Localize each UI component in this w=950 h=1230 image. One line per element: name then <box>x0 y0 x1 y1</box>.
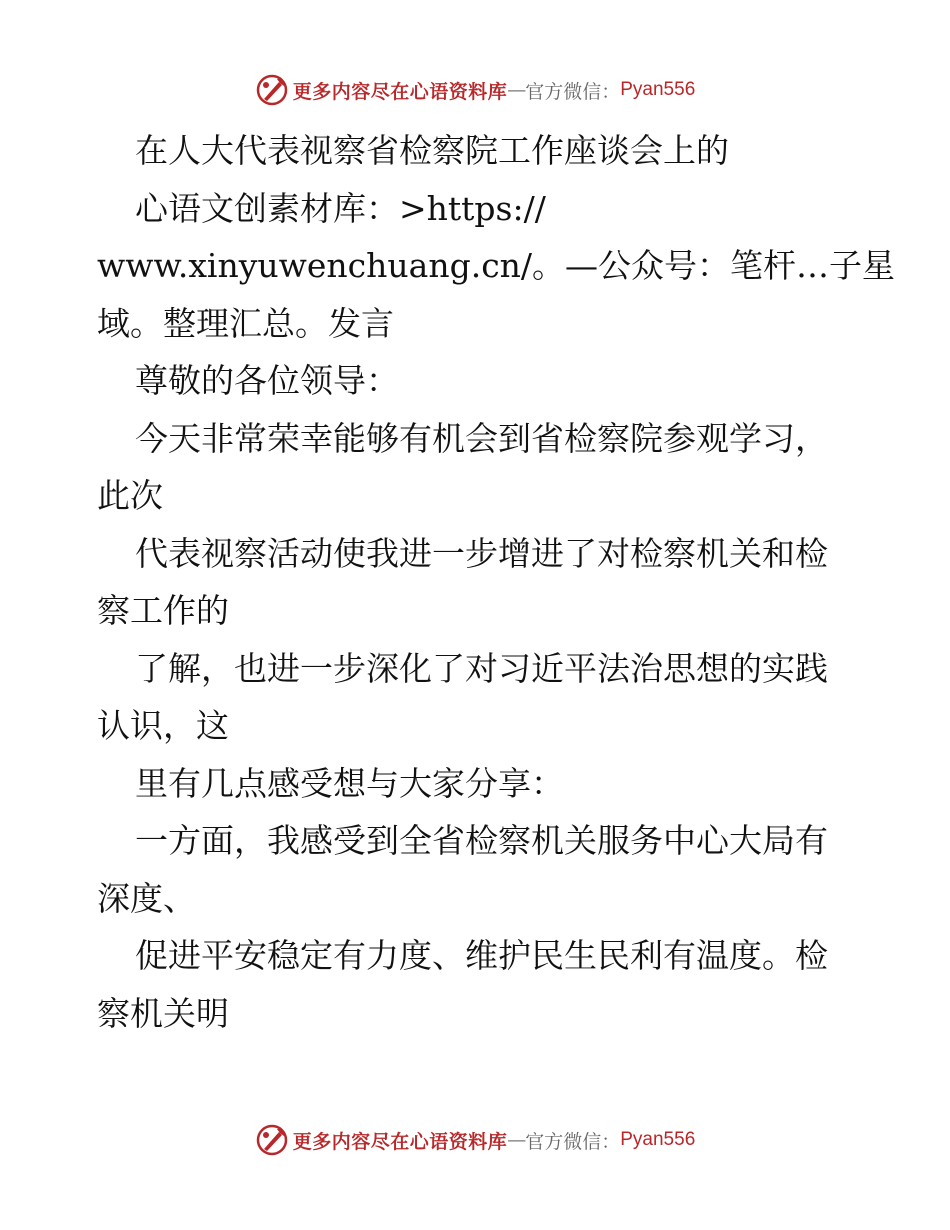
text-line: 在人大代表视察省检察院工作座谈会上的 <box>135 131 729 170</box>
quill-logo-icon <box>255 1123 289 1157</box>
text-line: 一方面，我感受到全省检察机关服务中心大局有 <box>135 821 828 860</box>
watermark-label: 官方微信： <box>525 80 621 103</box>
text-line: 深度、 <box>97 878 196 918</box>
header-watermark <box>0 70 950 110</box>
footer-watermark <box>0 1120 950 1160</box>
text-line: 尊敬的各位领导： <box>135 361 399 400</box>
text-line: 促进平安稳定有力度、维护民生民利有温度。检 <box>135 936 828 975</box>
text-line: 心语文创素材库：>https:// <box>135 188 546 228</box>
watermark-brand: 更多内容尽在心语资料库 <box>292 1130 508 1153</box>
text-line: 了解，也进一步深化了对习近平法治思想的实践 <box>135 648 828 688</box>
watermark-label: 官方微信： <box>525 1130 621 1153</box>
document-body <box>97 122 896 1042</box>
watermark-brand: 更多内容尽在心语资料库 <box>292 80 508 103</box>
text-line: 认识，这 <box>97 706 229 745</box>
text-line: 此次 <box>97 476 163 515</box>
watermark-separator: — <box>507 79 526 101</box>
text-line: 察机关明 <box>97 993 229 1033</box>
watermark-wechat-id: Pyan556 <box>620 79 696 100</box>
text-line: 察工作的 <box>97 591 229 630</box>
text-line: 代表视察活动使我进一步增进了对检察机关和检 <box>135 533 828 573</box>
quill-logo-icon <box>255 73 289 107</box>
watermark-wechat-id: Pyan556 <box>620 1129 696 1150</box>
text-line: 域。整理汇总。发言 <box>97 303 394 343</box>
text-line: 今天非常荣幸能够有机会到省检察院参观学习， <box>135 418 828 458</box>
text-line: 里有几点感受想与大家分享： <box>135 763 564 803</box>
watermark-separator: — <box>507 1129 526 1151</box>
text-line: www.xinyuwenchuang.cn/。—公众号：笔杆…子星 <box>97 246 896 285</box>
